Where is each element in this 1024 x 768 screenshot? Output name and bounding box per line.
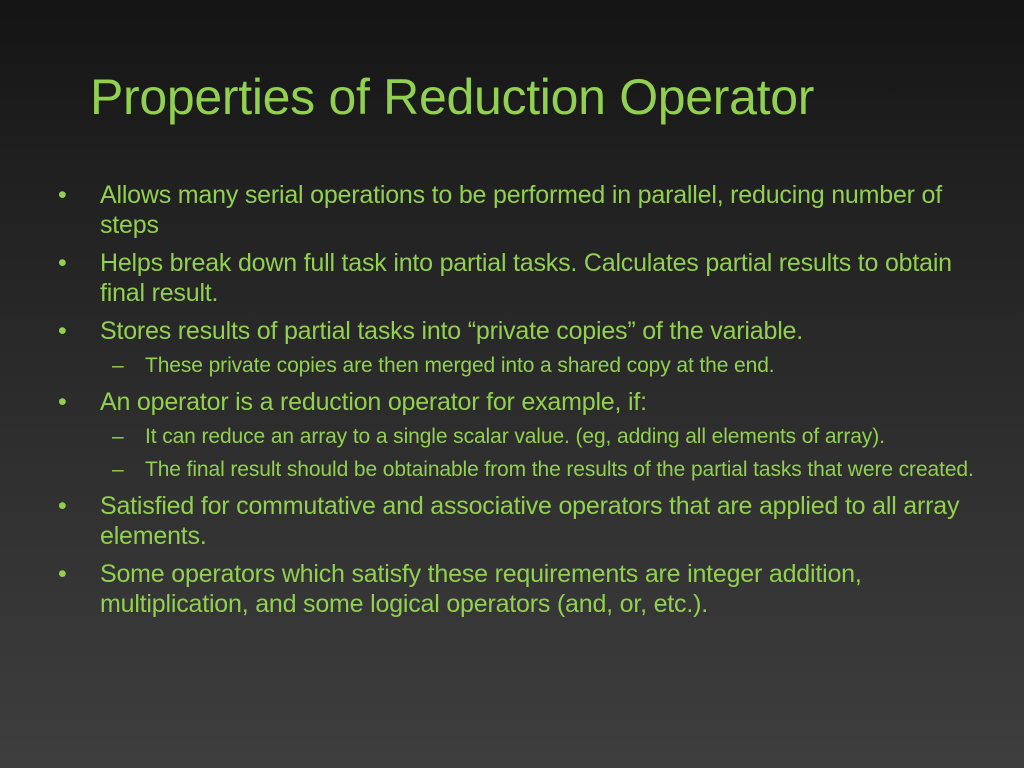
bullet-text: Helps break down full task into partial tasks. Calculates partial results to obtain final result. <box>100 249 952 307</box>
bullet-marker: • <box>58 249 67 277</box>
bullet-text: Satisfied for commutative and associative operators that are applied to all array elements. <box>100 492 960 550</box>
bullet-item <box>56 316 976 346</box>
sub-bullet-text: The final result should be obtainable from the results of the partial tasks that were created. <box>145 458 974 481</box>
bullet-item <box>56 248 976 308</box>
sub-bullet-item <box>56 456 976 483</box>
bullet-item <box>56 180 976 240</box>
sub-bullet-text: It can reduce an array to a single scalar value. (eg, adding all elements of array). <box>145 425 885 448</box>
bullet-text: An operator is a reduction operator for example, if: <box>100 388 647 416</box>
bullet-marker: • <box>58 317 67 345</box>
sub-bullet-text: These private copies are then merged into a shared copy at the end. <box>145 354 775 377</box>
dash-marker: – <box>112 354 124 377</box>
slide-title: Properties of Reduction Operator <box>90 69 815 125</box>
bullet-text: Some operators which satisfy these requirements are integer addition, multiplication, and some logical operators (and, or, etc.). <box>100 560 862 618</box>
sub-bullet-item <box>56 423 976 450</box>
bullet-marker: • <box>58 560 67 588</box>
bullet-marker: • <box>58 492 67 520</box>
sub-bullet-item <box>56 352 976 379</box>
bullet-text: Stores results of partial tasks into “private copies” of the variable. <box>100 317 803 345</box>
dash-marker: – <box>112 425 124 448</box>
bullet-list <box>56 180 976 619</box>
bullet-text: Allows many serial operations to be performed in parallel, reducing number of steps <box>100 181 942 239</box>
bullet-item <box>56 491 976 551</box>
bullet-item <box>56 559 976 619</box>
bullet-marker: • <box>58 388 67 416</box>
bullet-item <box>56 387 976 417</box>
dash-marker: – <box>112 458 124 481</box>
bullet-marker: • <box>58 181 67 209</box>
